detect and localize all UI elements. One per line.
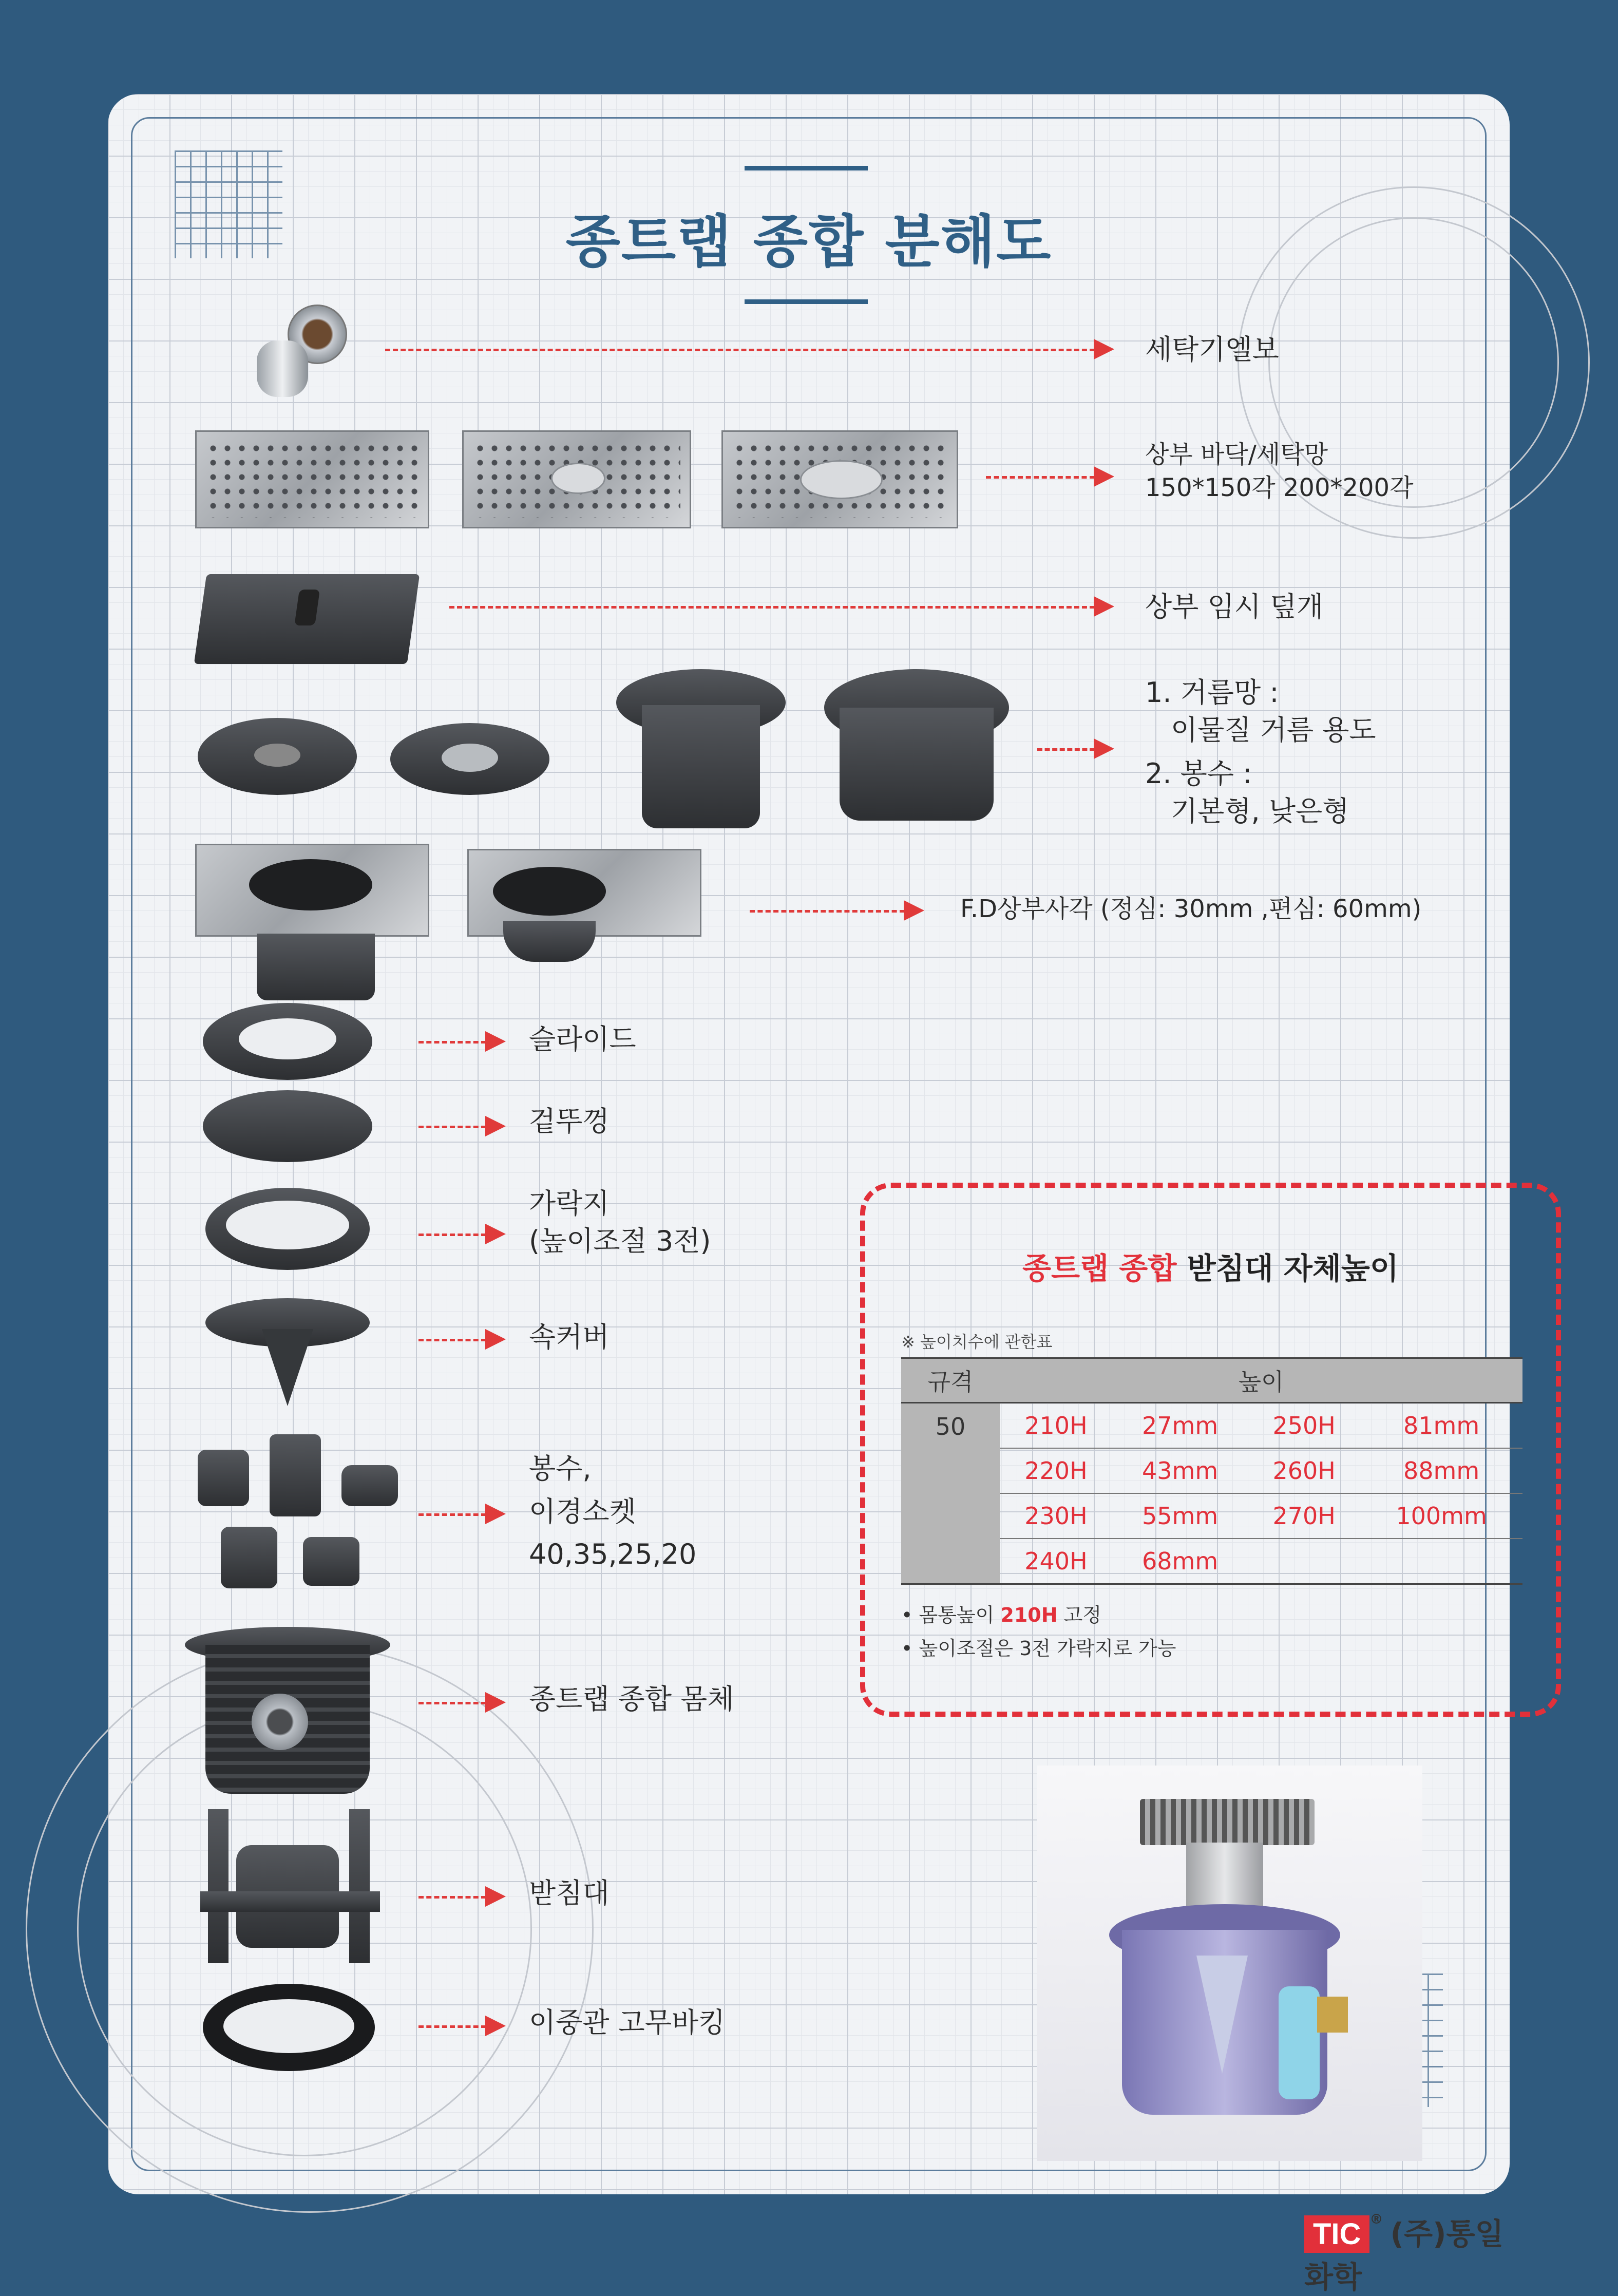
bullet-height-adjust: • 높이조절은 3전 가락지로 가능 — [901, 1637, 1176, 1660]
label-spacer — [529, 1185, 711, 1260]
header-spec: 규격 — [901, 1358, 1000, 1403]
trap-body-image — [185, 1627, 390, 1796]
table-header-row — [901, 1358, 1522, 1403]
arrow — [418, 1116, 506, 1136]
arrow — [1037, 738, 1114, 759]
arrow — [418, 1031, 506, 1052]
grate-200-large — [721, 430, 958, 528]
grate-200-round — [462, 430, 691, 528]
stand-image — [195, 1809, 385, 1968]
trap-seal-standard-image — [616, 669, 786, 833]
rubber-packing-image — [203, 1984, 375, 2071]
table-box-title-black: 받침대 자체높이 — [1176, 1251, 1399, 1286]
spec-value: 50 — [901, 1403, 1000, 1584]
company-name: (주)통일화학 — [1304, 2216, 1504, 2294]
table-cell: 270H — [1248, 1493, 1360, 1539]
arrow — [418, 1692, 506, 1713]
slide-image — [203, 1003, 372, 1080]
grate-150 — [195, 430, 429, 528]
label-top-grate-title: 상부 바닥/세탁망 — [1145, 440, 1328, 469]
strainer-ring-image — [390, 723, 549, 795]
elbow-image — [246, 305, 344, 397]
label-socket-1: 봉수, — [529, 1452, 592, 1485]
arrow — [385, 339, 1114, 359]
table-cell: 55mm — [1112, 1493, 1248, 1539]
table-cell: 230H — [1000, 1493, 1112, 1539]
label-outer-cover: 겉뚜껑 — [529, 1105, 610, 1137]
arrow — [418, 1329, 506, 1350]
table-cell: 210H — [1000, 1403, 1112, 1449]
label-packing: 이중관 고무바킹 — [529, 2006, 726, 2039]
header-height: 높이 — [1000, 1358, 1522, 1403]
label-slide: 슬라이드 — [529, 1023, 636, 1055]
table-note: ※ 높이치수에 관한표 — [901, 1332, 1053, 1352]
table-cell: 100mm — [1360, 1493, 1522, 1539]
fd-square-center-image — [195, 844, 431, 1018]
assembly-render-image — [1037, 1766, 1422, 2161]
height-table-box — [860, 1183, 1561, 1717]
label-fd-square: F.D상부사각 (정심: 30mm ,편심: 60mm) — [960, 895, 1422, 923]
bullet-1-post: 고정 — [1057, 1604, 1102, 1626]
title-rule-bottom — [745, 299, 868, 304]
arrow — [449, 596, 1114, 617]
table-cell: 240H — [1000, 1539, 1112, 1584]
trap-seal-low-image — [824, 669, 1009, 823]
table-box-title-red: 종트랩 종합 — [1022, 1251, 1177, 1286]
label-strainer — [1145, 674, 1376, 830]
table-cell: 88mm — [1360, 1448, 1522, 1493]
title-rule-top — [745, 166, 868, 170]
label-top-grate — [1145, 438, 1413, 505]
table-cell: 250H — [1248, 1403, 1360, 1449]
table-cell: 260H — [1248, 1448, 1360, 1493]
bullet-body-height — [901, 1599, 1176, 1632]
label-strainer-1-desc: 이물질 거름 용도 — [1171, 713, 1376, 746]
arrow — [418, 1224, 506, 1244]
table-bullets — [901, 1599, 1176, 1665]
inner-cover-image — [205, 1298, 370, 1411]
label-body: 종트랩 종합 몸체 — [529, 1683, 734, 1715]
company-logo — [1304, 2210, 1510, 2296]
temp-cover-image — [194, 574, 420, 664]
label-inner-cover: 속커버 — [529, 1321, 610, 1353]
label-socket-2: 이경소켓 — [529, 1495, 636, 1528]
label-strainer-2: 2. 봉수 : — [1145, 757, 1252, 790]
outer-cover-image — [203, 1090, 372, 1162]
tic-logo-mark: TIC — [1304, 2215, 1369, 2253]
table-cell — [1248, 1539, 1360, 1584]
arrow — [418, 1504, 506, 1524]
height-table — [901, 1357, 1522, 1585]
strainer-basket-image — [198, 718, 357, 795]
label-strainer-2-desc: 기본형, 낮은형 — [1171, 794, 1349, 827]
arrow — [986, 466, 1114, 487]
table-row — [901, 1403, 1522, 1449]
table-box-title — [865, 1244, 1556, 1287]
table-cell — [1360, 1539, 1522, 1584]
spacer-ring-image — [205, 1188, 370, 1270]
registered-mark: ® — [1369, 2211, 1383, 2227]
arrow — [418, 2016, 506, 2036]
label-top-grate-size: 150*150각 200*200각 — [1145, 473, 1414, 502]
table-cell: 81mm — [1360, 1403, 1522, 1449]
label-socket — [529, 1447, 696, 1576]
reducer-socket-image — [190, 1429, 406, 1599]
table-cell: 27mm — [1112, 1403, 1248, 1449]
bullet-1-red: 210H — [1000, 1604, 1058, 1626]
page-title: 종트랩 종합 분해도 — [565, 209, 1052, 275]
table-cell: 220H — [1000, 1448, 1112, 1493]
fd-square-offset-image — [467, 849, 703, 972]
label-spacer-title: 가락지 — [529, 1187, 610, 1220]
label-strainer-1: 1. 거름망 : — [1145, 676, 1279, 709]
label-temp-cover: 상부 임시 덮개 — [1145, 591, 1324, 623]
label-spacer-desc: (높이조절 3전) — [529, 1224, 711, 1257]
arrow — [418, 1886, 506, 1907]
label-elbow: 세탁기엘보 — [1145, 333, 1279, 366]
poster-sheet — [108, 94, 1510, 2294]
label-socket-sizes: 40,35,25,20 — [529, 1538, 697, 1571]
bullet-1-pre: • 몸통높이 — [901, 1604, 1001, 1626]
table-cell: 68mm — [1112, 1539, 1248, 1584]
table-cell: 43mm — [1112, 1448, 1248, 1493]
arrow — [750, 900, 924, 921]
label-stand: 받침대 — [529, 1877, 610, 1909]
